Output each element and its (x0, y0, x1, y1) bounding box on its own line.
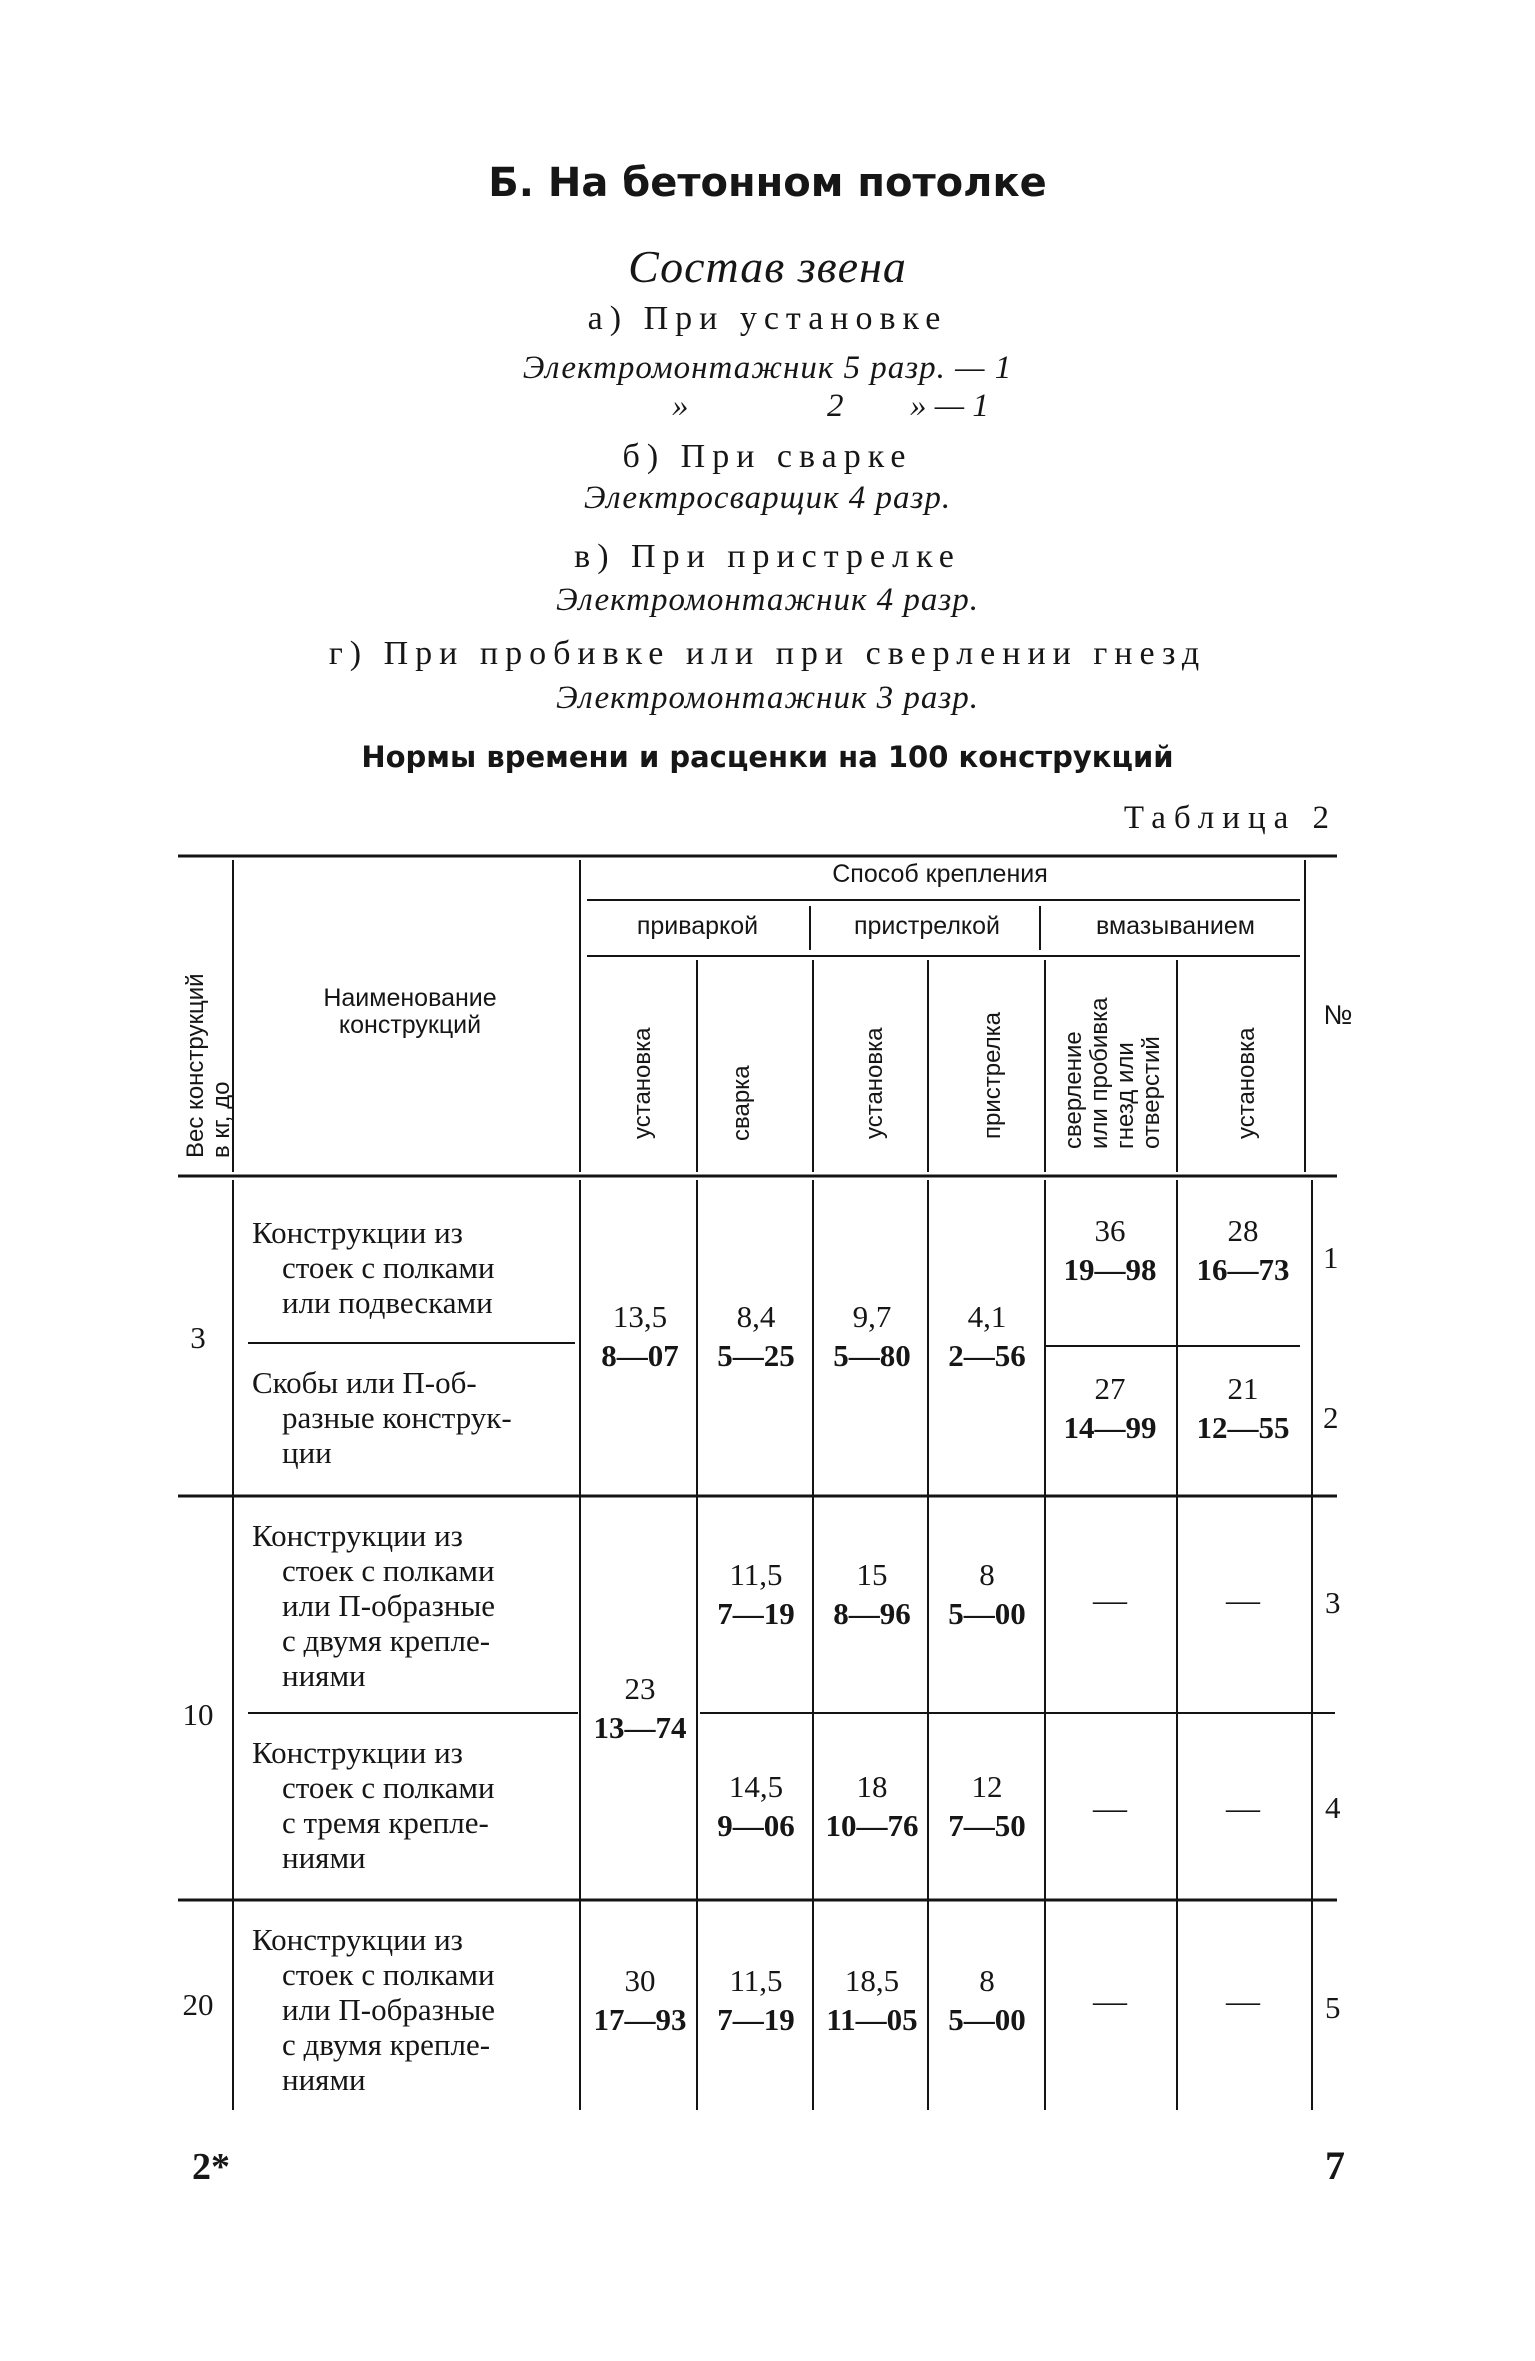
norms-title: Нормы времени и расценки на 100 конструкций (361, 740, 1174, 774)
col-name-line2: конструкций (338, 1011, 482, 1039)
value-rate: 12—55 (1196, 1410, 1290, 1445)
value-time: 8 (979, 1963, 995, 1998)
row-4-name (252, 1735, 572, 1875)
col-no-header: № (1323, 1000, 1353, 1030)
value-cell (814, 1556, 930, 1634)
value-rate: 7—19 (717, 2002, 795, 2037)
row-5-name (252, 1922, 572, 2097)
value-cell (582, 1962, 698, 2040)
row-3-name-line: Конструкции из (252, 1518, 463, 1553)
row-3-name-line: ниями (282, 1658, 366, 1693)
value-cell (814, 1768, 930, 1846)
row-5-name-line: с двумя крепле- (282, 2027, 491, 2062)
value-rate: 5—25 (717, 1338, 795, 1373)
row-5-name-line: стоек с полками (282, 1957, 495, 1992)
value-time: 11,5 (729, 1557, 783, 1592)
value-time: 4,1 (967, 1299, 1007, 1334)
value-rate: 8—96 (833, 1596, 911, 1631)
sub-shoot: пристрелка (979, 1011, 1006, 1139)
value-cell (698, 1298, 814, 1376)
col-name-header (270, 985, 550, 1039)
col-weight-header (183, 948, 235, 1158)
table-label: Таблица 2 (1123, 800, 1337, 836)
value-time: 21 (1227, 1371, 1259, 1406)
value-time: 14,5 (728, 1769, 784, 1804)
crew-d-label: г) При пробивке или при сверлении гнезд (328, 635, 1207, 672)
value-cell (698, 1962, 814, 2040)
page-number: 7 (1325, 2143, 1345, 2188)
row-5-name-line: Конструкции из (252, 1922, 463, 1957)
value-time: 18,5 (844, 1963, 900, 1998)
crew-b-label: б) При сварке (622, 438, 913, 475)
empty-dash: — (1093, 1790, 1127, 1827)
crew-a-line1: Электромонтажник 5 разр. — 1 (522, 350, 1013, 386)
value-rate: 2—56 (948, 1338, 1026, 1373)
crew-b-line: Электросварщик 4 разр. (583, 480, 952, 516)
row-number: 5 (1325, 1990, 1341, 2025)
row-3-name-line: стоек с полками (282, 1553, 495, 1588)
row-4-name-line: Конструкции из (252, 1735, 463, 1770)
value-cell (1052, 1212, 1168, 1290)
value-rate: 13—74 (593, 1710, 687, 1745)
value-cell (698, 1768, 814, 1846)
value-rate: 5—00 (948, 1596, 1026, 1631)
row-5-name-line: ниями (282, 2062, 366, 2097)
row-number: 4 (1325, 1790, 1341, 1825)
value-rate: 17—93 (593, 2002, 687, 2037)
row-1-name-line: или подвесками (282, 1285, 493, 1320)
value-rate: 10—76 (825, 1808, 919, 1843)
empty-dash: — (1226, 1790, 1260, 1827)
weight-10: 10 (182, 1697, 214, 1732)
row-1-name-line: стоек с полками (282, 1250, 495, 1285)
value-time: 8,4 (736, 1299, 776, 1334)
crew-a-label: а) При установке (587, 300, 948, 337)
row-1-name (252, 1215, 572, 1320)
value-time: 36 (1094, 1213, 1126, 1248)
row-1-name-line: Конструкции из (252, 1215, 463, 1250)
value-cell (929, 1298, 1045, 1376)
value-cell (814, 1962, 930, 2040)
value-time: 15 (856, 1557, 888, 1592)
sub-drill (1061, 979, 1169, 1149)
group-weld-header: приваркой (636, 912, 759, 940)
value-cell (929, 1556, 1045, 1634)
row-3-name-line: с двумя крепле- (282, 1623, 491, 1658)
sub-drill-line3: гнезд или (1112, 1042, 1139, 1149)
weight-20: 20 (182, 1987, 214, 2022)
row-4-name-line: ниями (282, 1840, 366, 1875)
sub-drill-line4: отверстий (1138, 1036, 1165, 1149)
value-time: 9,7 (852, 1299, 892, 1334)
value-rate: 7—19 (717, 1596, 795, 1631)
value-time: 27 (1094, 1371, 1126, 1406)
value-time: 30 (624, 1963, 656, 1998)
value-cell (929, 1962, 1045, 2040)
row-3-name (252, 1518, 572, 1693)
value-cell (698, 1556, 814, 1634)
sub-install-1: установка (629, 1027, 656, 1139)
value-time: 11,5 (729, 1963, 783, 1998)
signature-mark: 2* (192, 2146, 230, 2188)
crew-d-line: Электромонтажник 3 разр. (555, 680, 980, 716)
col-weight-label: Вес конструкций (182, 973, 209, 1158)
value-rate: 8—07 (601, 1338, 679, 1373)
value-rate: 9—06 (717, 1808, 795, 1843)
row-3-name-line: или П-образные (282, 1588, 496, 1623)
value-cell (1052, 1370, 1168, 1448)
value-time: 8 (979, 1557, 995, 1592)
row-number: 2 (1323, 1400, 1339, 1435)
col-method-header: Способ крепления (832, 860, 1048, 888)
sub-install-3: установка (1233, 1027, 1260, 1139)
empty-dash: — (1093, 1983, 1127, 2020)
value-time: 28 (1227, 1213, 1259, 1248)
crew-c-line: Электромонтажник 4 разр. (555, 582, 980, 618)
value-time: 12 (971, 1769, 1003, 1804)
value-time: 23 (624, 1671, 656, 1706)
row-number: 1 (1323, 1240, 1339, 1275)
crew-a-ditto: » (672, 388, 689, 424)
value-time: 18 (856, 1769, 888, 1804)
value-time: 13,5 (612, 1299, 668, 1334)
value-cell (1185, 1212, 1301, 1290)
sub-install-2: установка (861, 1027, 888, 1139)
value-rate: 5—00 (948, 2002, 1026, 2037)
value-rate: 11—05 (826, 2002, 918, 2037)
group-mortar-header: вмазыванием (1095, 912, 1255, 940)
row-number: 3 (1325, 1585, 1341, 1620)
col-name-line1: Наименование (323, 984, 497, 1012)
crew-c-label: в) При пристрелке (574, 538, 961, 575)
value-cell (814, 1298, 930, 1376)
row-2-name-line: разные конструк- (282, 1400, 512, 1435)
value-cell (1185, 1370, 1301, 1448)
empty-dash: — (1093, 1582, 1127, 1619)
sub-weld: сварка (728, 1065, 755, 1141)
row-4-name-line: стоек с полками (282, 1770, 495, 1805)
group-shoot-header: пристрелкой (853, 912, 1000, 940)
value-rate: 14—99 (1063, 1410, 1157, 1445)
value-cell (582, 1298, 698, 1376)
row-2-name-line: ции (282, 1435, 332, 1470)
crew-a-rank: 2 (827, 388, 844, 424)
weight-3: 3 (190, 1320, 206, 1355)
value-rate: 16—73 (1196, 1252, 1290, 1287)
value-rate: 19—98 (1063, 1252, 1157, 1287)
value-rate: 5—80 (833, 1338, 911, 1373)
value-cell (582, 1670, 698, 1748)
value-rate: 7—50 (948, 1808, 1026, 1843)
section-heading: Б. На бетонном потолке (488, 160, 1047, 206)
value-cell (929, 1768, 1045, 1846)
crew-a-count: » — 1 (910, 388, 989, 424)
empty-dash: — (1226, 1582, 1260, 1619)
sub-drill-line2: или пробивка (1086, 997, 1113, 1149)
row-5-name-line: или П-образные (282, 1992, 496, 2027)
crew-title: Состав звена (628, 241, 907, 292)
row-2-name-line: Скобы или П-об- (252, 1365, 477, 1400)
col-weight-unit: в кг, до (208, 1081, 235, 1158)
row-4-name-line: с тремя крепле- (282, 1805, 489, 1840)
empty-dash: — (1226, 1983, 1260, 2020)
sub-drill-line1: сверление (1060, 1031, 1087, 1149)
row-2-name (252, 1365, 572, 1470)
